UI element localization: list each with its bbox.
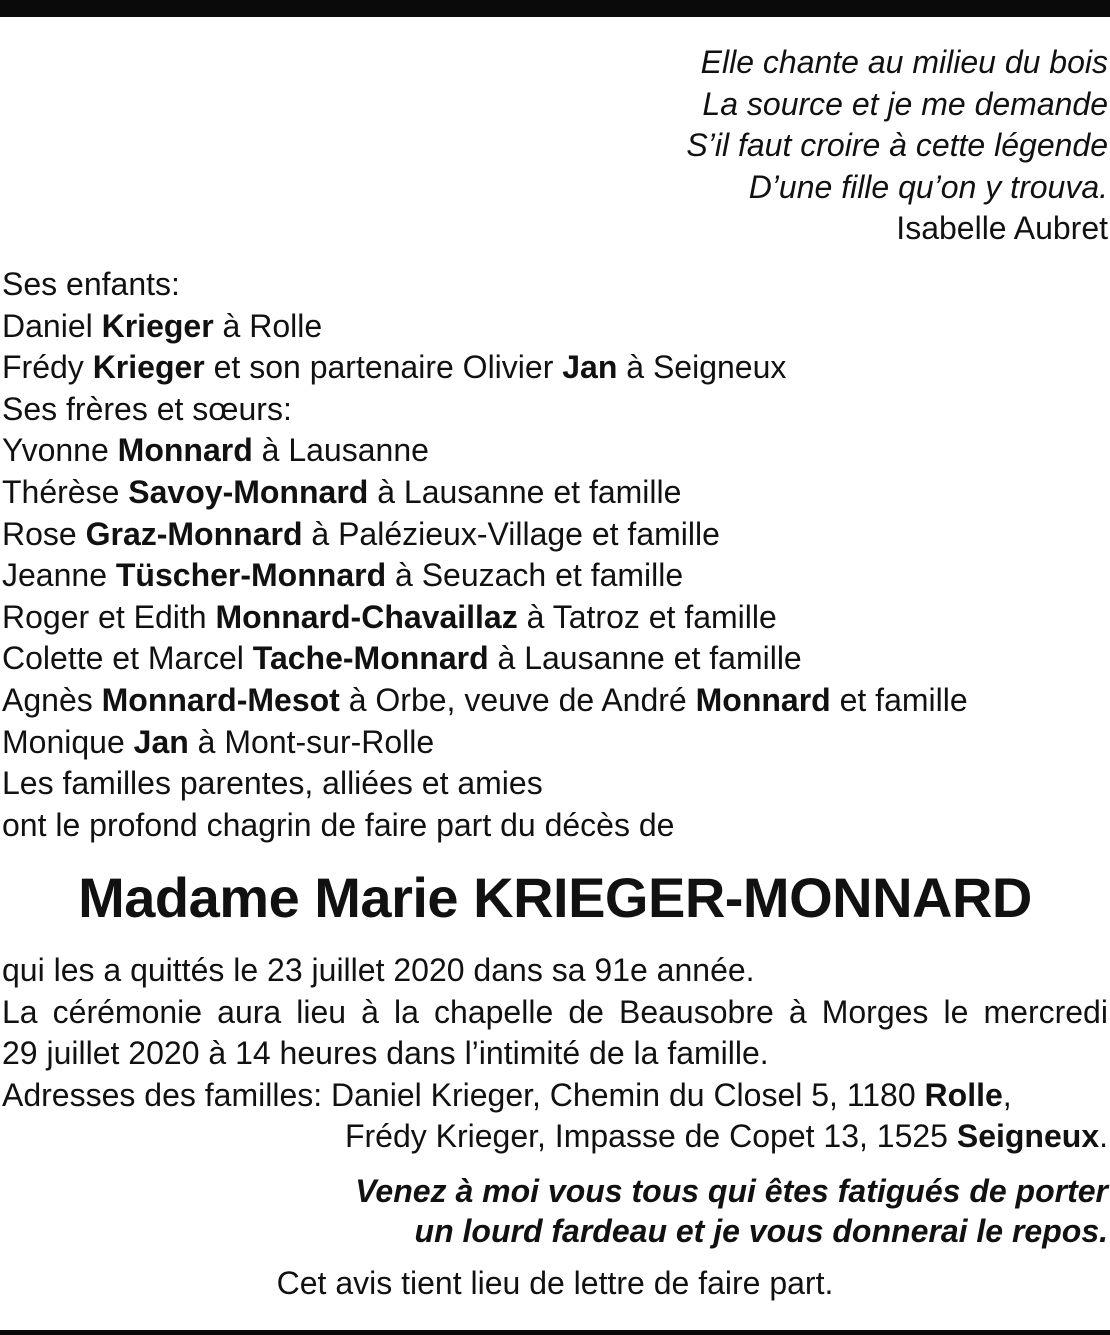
child-row: [2, 306, 968, 348]
poem-line: La source et je me demande: [702, 85, 1108, 122]
passed-line: qui les a quittés le 23 juillet 2020 dans sa 91e année.: [2, 952, 755, 988]
location: à Lausanne et famille: [377, 473, 682, 510]
epigraph-poem: [686, 42, 1108, 250]
partner-last-name: Jan: [562, 349, 618, 386]
closing-note: Cet avis tient lieu de lettre de faire part.: [276, 1265, 834, 1301]
first-name: Thérèse: [2, 473, 120, 510]
top-rule: [0, 0, 1110, 17]
first-name: Daniel: [2, 307, 93, 344]
first-name: Yvonne: [2, 432, 109, 469]
verse-line: Venez à moi vous tous qui êtes fatigués de porter: [355, 1173, 1108, 1209]
location: à Mont-sur-Rolle: [197, 723, 435, 760]
first-name: Roger et Edith: [2, 598, 207, 635]
first-name: Agnès: [2, 681, 93, 718]
last-name: Jan: [133, 723, 189, 760]
sibling-row: [2, 597, 968, 639]
first-name: Rose: [2, 515, 77, 552]
poem-author: Isabelle Aubret: [896, 210, 1108, 246]
address-punct: ,: [1002, 1076, 1012, 1113]
last-name: Monnard-Chavaillaz: [215, 598, 518, 635]
ceremony-word: cérémonie: [52, 993, 203, 1030]
bible-verse: [355, 1171, 1108, 1251]
ceremony-word: à: [788, 993, 807, 1030]
sibling-row: [2, 472, 968, 514]
last-name: Graz-Monnard: [85, 515, 303, 552]
address-text: Adresses des familles: Daniel Krieger, Chemin du Closel 5, 1180: [2, 1076, 916, 1113]
ceremony-word: la: [394, 993, 419, 1030]
ceremony-word: à: [361, 993, 379, 1030]
ceremony-details: [2, 950, 1108, 1116]
last-name: Tüscher-Monnard: [115, 557, 387, 594]
poem-line: Elle chante au milieu du bois: [700, 44, 1108, 80]
location: à Seigneux: [626, 349, 787, 386]
location: à Palézieux-Village et famille: [311, 515, 720, 552]
siblings-heading: Ses frères et sœurs:: [2, 390, 292, 427]
address-city: Rolle: [924, 1076, 1003, 1113]
first-name: Monique: [2, 723, 125, 760]
location: et famille: [839, 681, 968, 718]
family-list: [2, 264, 968, 846]
ceremony-date-line: 29 juillet 2020 à 14 heures dans l’intimité de la famille.: [2, 1035, 769, 1071]
children-heading: Ses enfants:: [2, 266, 180, 302]
ceremony-word: aura: [217, 993, 282, 1030]
ceremony-word: Beausobre: [618, 993, 774, 1030]
location: à Tatroz et famille: [526, 598, 777, 635]
location: à Lausanne: [261, 432, 429, 469]
address-text: Frédy Krieger, Impasse de Copet 13, 1525: [344, 1118, 948, 1154]
ceremony-word: de: [568, 993, 604, 1030]
last-name: Savoy-Monnard: [128, 473, 369, 510]
sibling-row: [2, 514, 968, 556]
address-punct: .: [1099, 1118, 1108, 1154]
bottom-rule: [0, 1330, 1110, 1335]
poem-line: S’il faut croire à cette légende: [686, 127, 1108, 163]
last-name: Monnard: [117, 432, 253, 469]
ceremony-word: La: [2, 993, 38, 1030]
address-city: Seigneux: [956, 1118, 1100, 1154]
verse-line: un lourd fardeau et je vous donnerai le repos.: [414, 1213, 1108, 1249]
announcement-line: ont le profond chagrin de faire part du décès de: [2, 806, 675, 843]
middle-text: à Orbe, veuve de André: [348, 681, 687, 718]
deceased-name: Madame Marie KRIEGER-MONNARD: [78, 866, 1032, 929]
last-name: Monnard-Mesot: [101, 681, 340, 718]
last-name: Krieger: [92, 349, 205, 386]
ceremony-word: mercredi: [983, 993, 1108, 1030]
location: à Lausanne et famille: [497, 640, 802, 677]
ceremony-word: Morges: [821, 993, 929, 1030]
ceremony-word: chapelle: [434, 993, 554, 1030]
sibling-row: [2, 430, 968, 472]
location: à Rolle: [222, 307, 323, 344]
second-last-name: Monnard: [695, 681, 831, 718]
sibling-row: [2, 722, 968, 764]
sibling-row: [2, 555, 968, 597]
first-name: Colette et Marcel: [2, 640, 244, 677]
sibling-row: [2, 638, 968, 680]
partner-text: et son partenaire Olivier: [213, 349, 554, 386]
ceremony-word: le: [943, 993, 969, 1030]
child-row: [2, 347, 968, 389]
address-line: [2, 1075, 1108, 1117]
address-line-2: [345, 1116, 1108, 1158]
relatives-line: Les familles parentes, alliées et amies: [2, 765, 543, 802]
first-name: Jeanne: [2, 557, 107, 594]
last-name: Krieger: [101, 307, 214, 344]
ceremony-line: [2, 992, 1108, 1034]
sibling-row: [2, 680, 968, 722]
last-name: Tache-Monnard: [252, 640, 489, 677]
ceremony-word: lieu: [296, 993, 347, 1030]
first-name: Frédy: [2, 349, 84, 386]
location: à Seuzach et famille: [395, 557, 684, 594]
poem-line: D’une fille qu’on y trouva.: [748, 168, 1108, 205]
